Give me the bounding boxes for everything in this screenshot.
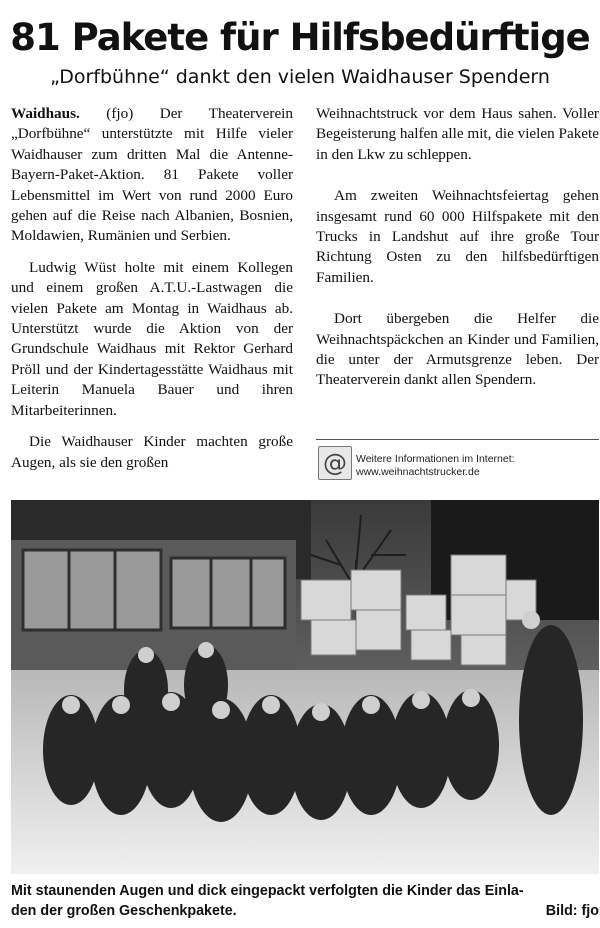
caption-line-2 <box>11 901 599 921</box>
caption-line-2-text: den der großen Geschenkpakete. <box>11 903 237 919</box>
news-photo <box>11 500 599 874</box>
paragraph-4: Weihnachtstruck vor dem Haus sahen. Voller Begeisterung halfen alle mit, die vielen Pakete in den Lkw zu schleppen. <box>316 105 599 163</box>
photo-illustration <box>11 500 599 874</box>
subheadline: „Dorfbühne“ dankt den vielen Waidhauser Spendern <box>50 66 550 88</box>
info-url[interactable]: www.weihnachtstrucker.de <box>356 466 480 478</box>
photo-caption <box>11 881 599 921</box>
paragraph-5: Am zweiten Weihnachtsfeiertag gehen insgesamt rund 60 000 Hilfspakete mit den Trucks in Landshut auf ihre große Tour Richtung Osten zu den hilfsbedürftigen Familien. <box>316 187 599 286</box>
at-sign-icon <box>318 446 352 480</box>
info-box <box>316 439 599 488</box>
building-windows <box>23 550 285 630</box>
paragraph-6: Dort übergeben die Helfer die Weihnachtspäckchen an Kinder und Familien, die unter der Armutsgrenze leben. Der Theaterverein dankt allen Spendern. <box>316 310 599 389</box>
paragraph-1 <box>11 104 293 247</box>
dateline: Waidhaus. <box>11 105 80 122</box>
right-column <box>316 104 599 412</box>
info-text <box>356 453 515 479</box>
paragraph-3: Die Waidhauser Kinder machten große Augen, als sie den großen <box>11 433 293 471</box>
caption-line-1: Mit staunenden Augen und dick eingepackt verfolgten die Kinder das Einla- <box>11 883 524 899</box>
left-column <box>11 104 293 484</box>
paragraph-1-text: (fjo) Der Theaterverein „Dorfbühne“ unterstützte mit Hilfe vieler Waidhauser zum dritten Mal die Antenne-Bayern-Paket-Aktion. 81 Pakete voller Lebensmittel im Wert von rund 2000 Euro gehen auf die Reise nach Albanien, Bosnien, Moldawien, Rumänien und Serbien. <box>11 105 293 245</box>
paragraph-2: Ludwig Wüst holte mit einem Kollegen und einem großen A.T.U.-Lastwagen die vielen Pakete am Montag in Waidhaus ab. Unterstützt wurde die Aktion von der Grundschule Waidhaus mit Rektor Gerhard Pröll und der Kindertagesstätte Waidhaus mit Leiterin Manuela Bauer und ihren Mitarbeiterinnen. <box>11 258 293 419</box>
photo-credit: Bild: fjo <box>545 903 599 919</box>
info-line: Weitere Informationen im Internet: <box>356 453 515 465</box>
headline: 81 Pakete für Hilfsbedürftige <box>10 16 590 59</box>
at-sign-symbol: @ <box>323 449 347 477</box>
